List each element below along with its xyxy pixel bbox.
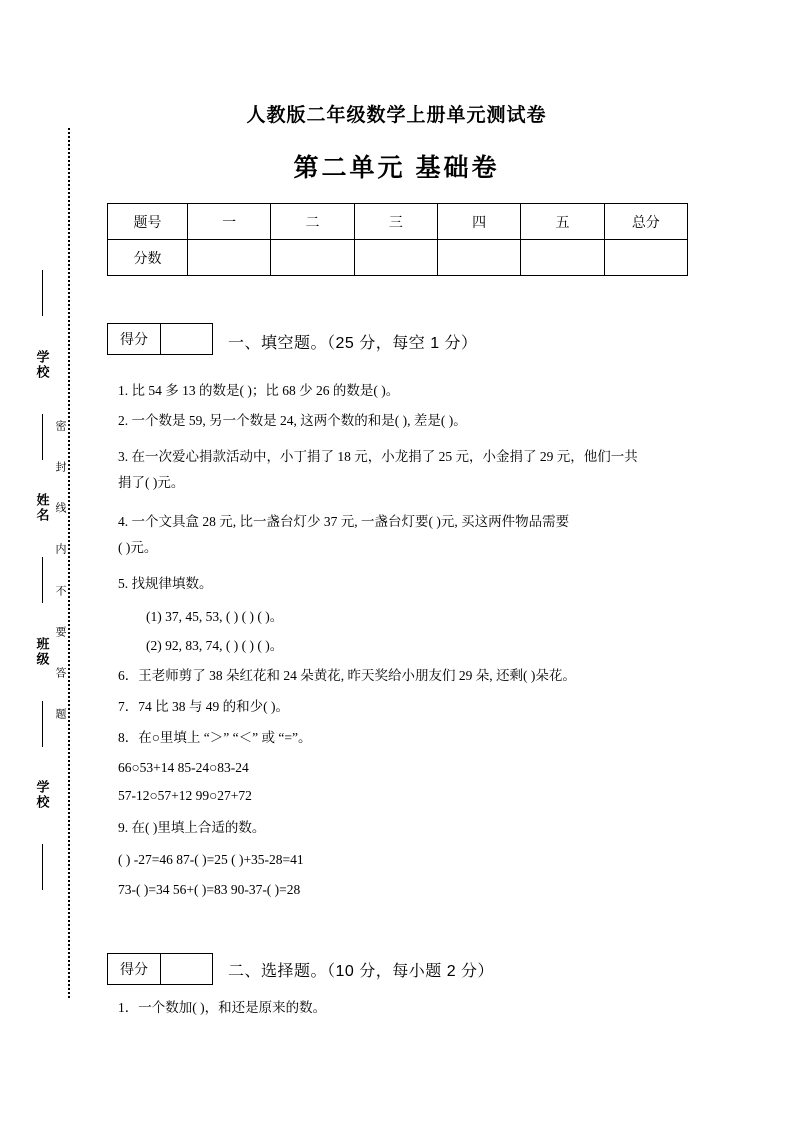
- question-6: 6．王老师剪了 38 朵红花和 24 朵黄花, 昨天奖给小朋友们 29 朵, 还剩( )朵花。: [118, 668, 576, 683]
- question-5-2: (2) 92, 83, 74, ( ) ( ) ( )。: [146, 638, 284, 653]
- question-8-line-2: 57-12○57+12 99○27+72: [118, 788, 252, 803]
- score-cell-0[interactable]: [188, 240, 271, 276]
- question-8-line-1: 66○53+14 85-24○83-24: [118, 760, 249, 775]
- seal-inner-5: 要: [54, 625, 66, 638]
- question-1: 1. 比 54 多 13 的数是( )；比 68 少 26 的数是( )。: [118, 383, 400, 398]
- seal-inner-1: 封: [54, 461, 66, 474]
- defen-label: 得分: [108, 324, 161, 354]
- seal-label-3: 学校: [34, 780, 50, 811]
- score-table-col-2: 三: [354, 204, 437, 240]
- seal-inner-column: [52, 420, 68, 720]
- section-heading-2: 二、选择题。（10 分，每小题 2 分）: [228, 963, 495, 980]
- defen-label: 得分: [108, 954, 161, 984]
- defen-box-section-2: [107, 953, 213, 985]
- score-table-col-1: 二: [271, 204, 354, 240]
- score-cell-5[interactable]: [604, 240, 687, 276]
- question-9: 9. 在( )里填上合适的数。: [118, 820, 266, 835]
- question-8: 8．在○里填上 “＞” “＜” 或 “=”。: [118, 730, 312, 745]
- question-2: 2. 一个数是 59, 另一个数是 24, 这两个数的和是( ), 差是( )。: [118, 413, 467, 428]
- score-cell-1[interactable]: [271, 240, 354, 276]
- question-4: 4. 一个文具盒 28 元, 比一盏台灯少 37 元, 一盏台灯要( )元, 买这两件物品需要: [118, 514, 570, 529]
- score-table: [107, 203, 688, 276]
- seal-inner-7: 题: [54, 707, 66, 720]
- defen-input-1[interactable]: [161, 324, 212, 354]
- seal-inner-4: 不: [54, 584, 66, 597]
- table-row: [108, 204, 688, 240]
- question-9-line-2: 73-( )=34 56+( )=83 90-37-( )=28: [118, 882, 301, 897]
- score-table-col-5: 总分: [604, 204, 687, 240]
- seal-inner-6: 答: [54, 666, 66, 679]
- question-5: 5. 找规律填数。: [118, 576, 213, 591]
- score-table-col-0: 一: [188, 204, 271, 240]
- score-cell-4[interactable]: [521, 240, 604, 276]
- score-table-col-4: 五: [521, 204, 604, 240]
- seal-dotted-line: [68, 128, 70, 998]
- question-3: 3. 在一次爱心捐款活动中，小丁捐了 18 元，小龙捐了 25 元，小金捐了 29 元，他们一共: [118, 449, 638, 464]
- seal-divider: [42, 414, 43, 460]
- score-cell-2[interactable]: [354, 240, 437, 276]
- seal-inner-0: 密: [54, 420, 66, 432]
- question-7: 7．74 比 38 与 49 的和少( )。: [118, 699, 289, 714]
- table-row: [108, 240, 688, 276]
- question-4-cont: ( )元。: [118, 540, 158, 555]
- seal-label-1: 姓名: [34, 493, 50, 524]
- seal-inner-3: 内: [54, 543, 66, 556]
- question-9-line-1: ( ) -27=46 87-( )=25 ( )+35-28=41: [118, 852, 304, 867]
- question-s2-1: 1．一个数加( )，和还是原来的数。: [118, 1000, 327, 1015]
- score-cell-3[interactable]: [437, 240, 520, 276]
- seal-inner-2: 线: [54, 502, 66, 515]
- defen-input-2[interactable]: [161, 954, 212, 984]
- page-subtitle: 第二单元 基础卷: [293, 154, 500, 182]
- seal-divider: [42, 844, 43, 890]
- question-3-cont: 捐了( )元。: [118, 475, 185, 490]
- score-table-col-3: 四: [437, 204, 520, 240]
- score-table-row-label: 题号: [108, 204, 188, 240]
- page-title: 人教版二年级数学上册单元测试卷: [246, 105, 547, 126]
- seal-divider: [42, 701, 43, 747]
- seal-divider: [42, 557, 43, 603]
- seal-divider: [42, 270, 43, 316]
- seal-label-2: 班级: [34, 636, 50, 667]
- question-5-1: (1) 37, 45, 53, ( ) ( ) ( )。: [146, 609, 284, 624]
- score-table-row-label: 分数: [108, 240, 188, 276]
- defen-box-section-1: [107, 323, 213, 355]
- section-heading-1: 一、填空题。（25 分，每空 1 分）: [228, 335, 478, 352]
- seal-label-0: 学校: [34, 349, 50, 380]
